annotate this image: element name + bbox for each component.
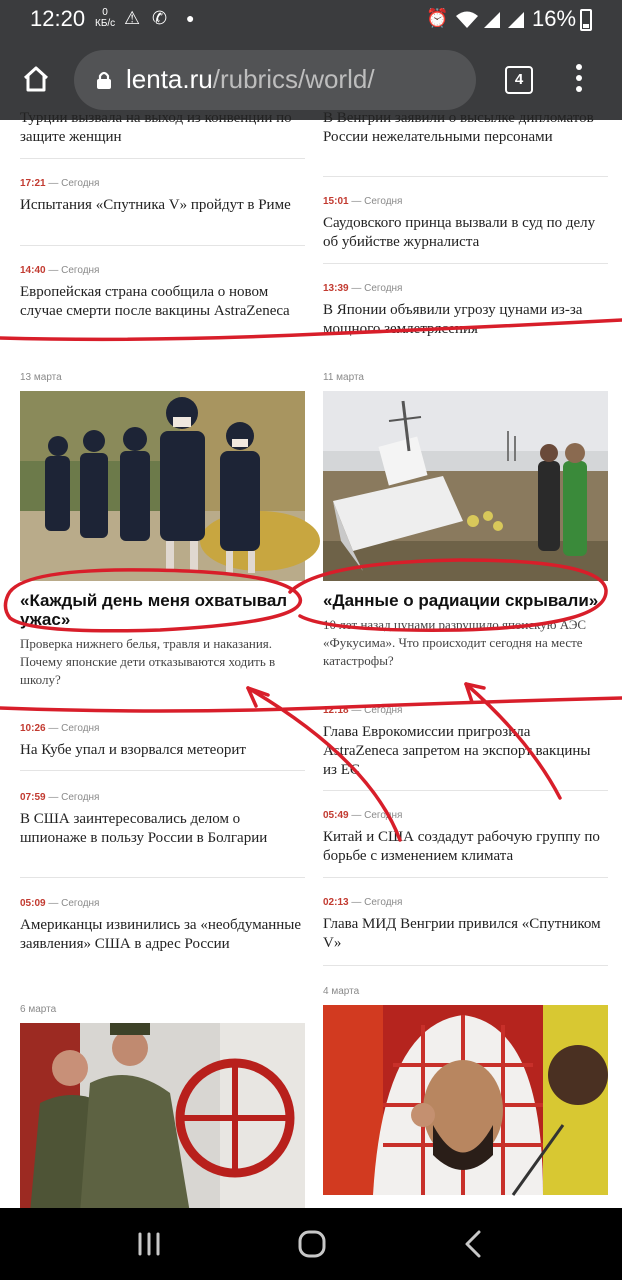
soldiers-image — [20, 1023, 305, 1213]
news-title[interactable]: Глава МИД Венгрии привился «Спутником V» — [323, 916, 601, 951]
url-path: /rubrics/world/ — [212, 64, 375, 94]
battery-percent: 16% — [532, 6, 577, 31]
news-item[interactable] — [20, 265, 305, 345]
home-icon[interactable] — [22, 65, 50, 93]
news-meta: 07:59 — Сегодня — [20, 792, 100, 803]
news-time: 15:01 — [323, 196, 349, 207]
feature-photo-soldiers[interactable] — [20, 1023, 305, 1213]
url-text[interactable] — [126, 64, 375, 95]
news-time: 10:26 — [20, 723, 46, 734]
feature-article[interactable] — [20, 591, 305, 721]
news-day: Сегодня — [61, 792, 100, 803]
news-item[interactable] — [323, 705, 608, 791]
news-time: 12:18 — [323, 705, 349, 716]
feature-subtitle[interactable]: 10 лет назад цунами разрушило японскую АЭС «Фукусима». Что происходит сегодня на месте катастрофы? — [323, 617, 587, 668]
news-day: Сегодня — [364, 705, 403, 716]
news-title[interactable]: На Кубе упал и взорвался метеорит — [20, 742, 246, 758]
feature-date: 11 марта — [323, 372, 364, 383]
news-meta: 02:13 — Сегодня — [323, 897, 403, 908]
feature-title[interactable]: «Данные о радиации скрывали» — [323, 591, 599, 610]
news-day: Сегодня — [61, 178, 100, 189]
news-item[interactable] — [323, 810, 608, 878]
news-title[interactable]: В США заинтересовались делом о шпионаже в пользу России в Болгарии — [20, 811, 268, 846]
news-meta: 05:49 — Сегодня — [323, 810, 403, 821]
feature-article[interactable] — [323, 591, 608, 701]
news-title[interactable]: В Венгрии заявили о высылке дипломатов России нежелательными персонами — [323, 110, 594, 145]
feature-photo-prince[interactable] — [323, 1005, 608, 1195]
news-item[interactable] — [323, 897, 608, 966]
news-day: Сегодня — [364, 810, 403, 821]
address-bar[interactable] — [74, 50, 476, 110]
home-nav-icon[interactable] — [297, 1229, 327, 1259]
prince-image — [323, 1005, 608, 1195]
news-day: Сегодня — [61, 265, 100, 276]
news-item[interactable] — [20, 898, 305, 978]
back-icon[interactable] — [463, 1229, 483, 1259]
news-day: Сегодня — [61, 723, 100, 734]
feature-title[interactable]: «Каждый день меня охватывал ужас» — [20, 591, 288, 629]
news-item[interactable] — [20, 178, 305, 246]
feature-photo-fukushima[interactable] — [323, 391, 608, 581]
alarm-icon: ⏰ — [426, 8, 449, 28]
news-meta: 15:01 — Сегодня — [323, 196, 403, 207]
news-meta: 05:09 — Сегодня — [20, 898, 100, 909]
news-meta: 13:39 — Сегодня — [323, 283, 403, 294]
feature-photo-schoolchildren[interactable] — [20, 391, 305, 581]
status-time: 12:20 — [30, 6, 86, 31]
news-day: Сегодня — [364, 897, 403, 908]
news-item[interactable] — [20, 107, 305, 159]
url-host: lenta.ru — [126, 64, 213, 94]
news-day: Сегодня — [364, 196, 403, 207]
feature-date: 6 марта — [20, 1004, 57, 1015]
lock-icon — [96, 70, 112, 90]
warning-icon: ⚠ — [124, 8, 141, 28]
fukushima-image — [323, 391, 608, 581]
news-time: 05:09 — [20, 898, 46, 909]
network-speed — [95, 7, 115, 29]
tab-switcher-button[interactable]: 4 — [505, 66, 533, 94]
news-title[interactable]: В Японии объявили угрозу цунами из-за мощного землетрясения — [323, 302, 583, 337]
news-meta: 12:18 — Сегодня — [323, 705, 403, 716]
news-time: 17:21 — [20, 178, 46, 189]
battery-icon — [580, 9, 592, 31]
news-title[interactable]: Европейская страна сообщила о новом случае смерти после вакцины AstraZeneca — [20, 284, 290, 319]
news-item[interactable] — [20, 723, 305, 771]
dot-icon: ● — [186, 10, 195, 26]
network-speed-unit: КБ/с — [95, 18, 116, 29]
feature-date: 4 марта — [323, 986, 360, 997]
news-time: 13:39 — [323, 283, 349, 294]
news-day: Сегодня — [61, 898, 100, 909]
news-meta: 17:21 — Сегодня — [20, 178, 100, 189]
news-item[interactable] — [323, 107, 608, 177]
news-title[interactable]: Саудовского принца вызвали в суд по делу об убийстве журналиста — [323, 215, 596, 250]
news-item[interactable] — [20, 792, 305, 878]
signal-icon-1 — [482, 10, 502, 30]
news-item[interactable] — [323, 283, 608, 343]
feature-subtitle[interactable]: Проверка нижнего белья, травля и наказания. Почему японские дети отказываются ходить в школу? — [20, 636, 276, 687]
news-title[interactable]: Американцы извинились за «необдуманные заявления» США в адрес России — [20, 917, 302, 952]
system-navigation-bar — [0, 1208, 622, 1280]
status-bar — [0, 0, 622, 40]
whatsapp-icon: ✆ — [152, 8, 168, 28]
news-time: 07:59 — [20, 792, 46, 803]
news-title[interactable]: Испытания «Спутника V» пройдут в Риме — [20, 197, 291, 213]
news-title[interactable]: Турции вызвала на выход из конвенции по защите женщин — [20, 110, 292, 145]
news-title[interactable]: Китай и США создадут рабочую группу по борьбе с изменением климата — [323, 829, 600, 864]
signal-icon-2 — [506, 10, 526, 30]
feature-date: 13 марта — [20, 372, 62, 383]
news-feed — [0, 110, 622, 1208]
wifi-icon — [454, 10, 480, 30]
recent-apps-icon[interactable] — [136, 1231, 162, 1257]
schoolchildren-image — [20, 391, 305, 581]
news-meta: 10:26 — Сегодня — [20, 723, 100, 734]
news-time: 02:13 — [323, 897, 349, 908]
news-day: Сегодня — [364, 283, 403, 294]
news-meta: 14:40 — Сегодня — [20, 265, 100, 276]
news-title[interactable]: Глава Еврокомиссии пригрозила AstraZeneca запретом на экспорт вакцины из ЕС — [323, 724, 591, 778]
news-item[interactable] — [323, 196, 608, 264]
network-speed-value: 0 — [102, 7, 108, 18]
news-time: 05:49 — [323, 810, 349, 821]
overflow-menu-icon[interactable] — [572, 64, 586, 96]
news-time: 14:40 — [20, 265, 46, 276]
